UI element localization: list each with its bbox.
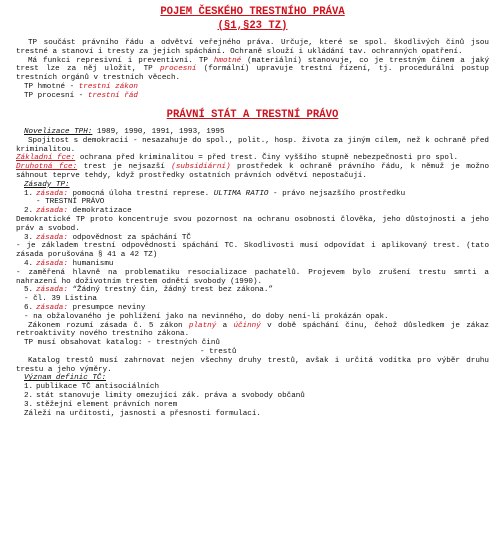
tp-procesni-line: TP procesní - trestní řád (24, 91, 138, 100)
document-title: POJEM ČESKÉHO TRESTNÍHO PRÁVA (160, 6, 345, 18)
zasada-6-note: - na obžalovaného je pohlížení jako na nevinného, do doby není-li prokázán opak. (24, 312, 389, 321)
zakladni-fce-paragraph: Základní fce: ochrana před kriminalitou = před trest. Činy vyššího stupně nebezpečnosti pro spol. (16, 154, 459, 163)
zasada-4: 4. zásada: humanismu (24, 260, 114, 269)
zakonem-paragraph: Zákonem rozumí zásada č. 5 zákon platný a účinný v době spáchání činu, čehož důsledkem je zákaz retroaktivity nového trestního zákona. (16, 321, 489, 339)
zasada-3: 3. zásada: odpovědnost za spáchání TČ (24, 233, 191, 242)
procesni-term: procesní (159, 65, 197, 74)
intro-paragraph-1: TP součást právního řádu a odvětví veřejného práva. Určuje, které se spol. škodlivých činů jsou trestné a stanoví i tresty za jejich spáchání. Ochraně slouží i ukládání tav. ochranných opatření. (16, 39, 489, 56)
tp-hmotne-line: TP hmotné - trestní zákon (24, 82, 138, 91)
demokraticke-paragraph: Demokratické TP proto koncentruje svou pozornost na ochranu osobnosti člověka, jeho důstojnosti a jeho práv a svobod. (16, 216, 489, 233)
zasada-2: 2. zásada: demokratizace (24, 207, 132, 216)
vyznam-heading: Význam definic TČ: (24, 374, 107, 383)
druhotna-fce-paragraph: Druhotná fce: trest je nejsazší (subsidiární) prostředek k ochraně právního řádu, k němuž je možno sáhnout teprve tehdy, když prostředky ostatních právních odvětví nepostačují. (16, 163, 490, 181)
zasady-heading: Zásady TP: (24, 180, 70, 189)
katalog-line-2: - trestů (200, 348, 237, 356)
intro-paragraph-2: Má funkci represivní i preventivní. TP hmotné (materiální) stanovuje, co je trestným činem a jaký trest lze za něj uložit, TP procesní (formální) upravuje trestní řízení, tj. procedurální postup trestních orgánů v trestních věcech. (16, 56, 490, 83)
zasada-6: 6. zásada: presumpce neviny (24, 304, 146, 313)
zasada-3-note: - je základem trestní odpovědnosti spáchání TC. Skodlivosti musí odpovídat i aplikovaný trest. (tato zásada porušována § 41 a 42 TZ) (16, 242, 489, 260)
zasada-4-note: - zaměřená hlavně na problematiku resocializace pachatelů. Projevem bylo zrušení trestu smrti a nahrazení ho doživotním trestem odnětí svobody (1990). (16, 268, 489, 286)
vyznam-item-2: 2. stát stanovuje limity omezující zák. práva a svobody občanů (24, 391, 305, 400)
zalezi-line: Záleží na určitosti, jasnosti a přesnosti formulací. (24, 409, 261, 418)
vyznam-item-1: 1. publikace TČ antisociálních (24, 383, 160, 392)
spojitost-paragraph: Spojitost s demokracií - nesazahuje do spol., polit., hosp. života za jiným cílem, než k ochraně před kriminalitou. (16, 136, 489, 154)
section-title-pravni-stat: PRÁVNÍ STÁT A TRESTNÍ PRÁVO (166, 108, 339, 121)
zasada-5: 5. zásada: “Žádný trestný čin, žádný trest bez zákona.” (24, 286, 273, 295)
document-subtitle: (§1,§23 TZ) (217, 19, 288, 32)
hmotne-term: hmotné (213, 56, 242, 65)
zasada-5-note: - čl. 39 Listina (24, 295, 97, 304)
katalog-line-1: TP musí obsahovat katalog: - trestných činů (24, 339, 220, 348)
vyznam-item-3: 3. stěžejní element právních norem (24, 400, 178, 409)
zasada-1: 1. zásada: pomocná úloha trestní represe. ULTIMA RATIO - právo nejsazšího prostředku - TRESTNÍ PRÁVO (24, 189, 406, 207)
katalog-paragraph: Katalog trestů musí zahrnovat nejen všechny druhy trestů, avšak i určitá vodítka pro výběr druhu trestu a jeho výměry. (16, 356, 489, 374)
novelizace-line: Novelizace TPH: 1989, 1990, 1991, 1993, 1995 (24, 128, 225, 137)
